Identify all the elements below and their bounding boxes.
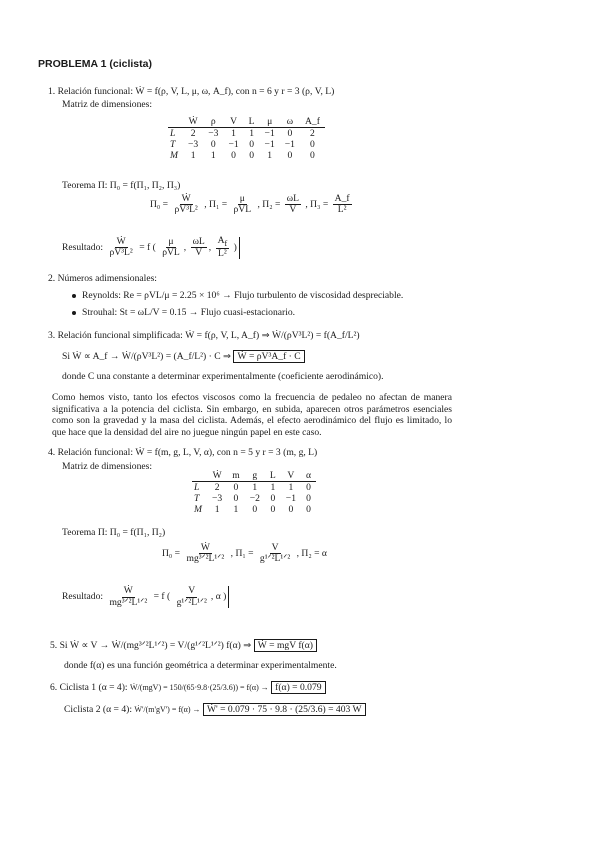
matrix-cell: 0 xyxy=(310,150,315,161)
item6-boxed-power: Ẇ' = 0.079 · 75 · 9.8 · (25/3.6) = 403 W xyxy=(203,703,366,716)
item3-header: 3. Relación funcional simplificada: Ẇ = f(ρ, V, L, A_f) ⇒ Ẇ/(ρV³L²) = f(A_f/L²) xyxy=(48,330,360,341)
matrix-row-header: L xyxy=(194,482,200,493)
matrix-col-header: α xyxy=(301,470,316,482)
matrix-cell: −2 xyxy=(249,493,260,504)
item6-cyclist1: 6. Ciclista 1 (α = 4): Ẇ/(mgV) = 150/(65·9.8·(25/3.6)) = f(α) → f(α) = 0.079 xyxy=(50,682,326,693)
matrix-col-header: Ẇ xyxy=(207,470,227,482)
pi3-den: L² xyxy=(337,204,347,216)
matrix-col-header: A_f xyxy=(300,116,325,128)
matrix-cell: 1 xyxy=(190,150,196,161)
pi1-den: ρVL xyxy=(233,204,252,216)
item4-result: Resultado: $\frac{\text{Ẇ}}{\text{mg³ᐟ²L¹ᐟ²}}$ = f ( $\frac{V}{\text{g¹ᐟ²L¹ᐟ²}}$ , α ) xyxy=(62,586,229,608)
matrix-row-header: M xyxy=(194,504,202,515)
matrix-col-header: Ẇ xyxy=(183,116,203,128)
matrix-col-header: V xyxy=(281,470,301,482)
item3-boxed-result: Ẇ = ρV³A_f · C xyxy=(233,350,304,363)
matrix-row xyxy=(168,128,325,140)
matrix-cell: −1 xyxy=(284,139,295,150)
matrix-cell: 0 xyxy=(210,139,216,150)
item6-boxed-f: f(α) = 0.079 xyxy=(271,681,325,694)
matrix-row xyxy=(168,150,325,161)
matrix-row-header: T xyxy=(170,139,176,150)
item3-line3: donde C una constante a determinar experimentalmente (coeficiente aerodinámico). xyxy=(62,371,384,382)
item4-header: 4. Relación funcional: Ẇ = f(m, g, L, V, α), con n = 5 y r = 3 (m, g, L) xyxy=(48,447,318,458)
item1-header: 1. Relación funcional: Ẇ = f(ρ, V, L, μ, ω, A_f), con n = 6 y r = 3 (ρ, V, L) xyxy=(48,86,335,97)
problem-title: PROBLEMA 1 (ciclista) xyxy=(38,58,152,70)
matrix-cell: 0 xyxy=(233,493,239,504)
matrix-row xyxy=(192,482,316,494)
pi1-num: μ xyxy=(239,193,245,204)
matrix-row-header: M xyxy=(170,150,178,161)
matrix-col-header: ω xyxy=(280,116,300,128)
matrix-cell: 1 xyxy=(267,150,273,161)
matrix-cell: 1 xyxy=(270,482,276,493)
matrix-cell: 0 xyxy=(233,482,239,493)
item1-dimension-matrix xyxy=(168,116,325,161)
matrix-cell: 1 xyxy=(214,504,220,515)
matrix-cell: 2 xyxy=(310,128,315,139)
matrix-cell: 2 xyxy=(190,128,196,139)
matrix-col-header xyxy=(168,116,183,128)
matrix-row-header: L xyxy=(170,128,176,139)
matrix-col-header: μ xyxy=(260,116,280,128)
strouhal-line: Strouhal: St = ωL/V = 0.15 → Flujo cuasi-estacionario. xyxy=(72,307,295,318)
matrix-cell: 0 xyxy=(252,504,258,515)
result-label: Resultado: xyxy=(62,241,104,253)
matrix-cell: 0 xyxy=(288,504,294,515)
matrix-cell: 2 xyxy=(214,482,220,493)
matrix-col-header: L xyxy=(244,116,260,128)
item1-result: Resultado: $\frac{\text{Ẇ}}{\text{ρV³L²}}$ = f ( $\frac{\mu}{\text{ρVL}}$ , $\frac{\omega L}{V}$ , $\frac{A_f}{\text{L²}}$ ) xyxy=(62,236,240,259)
item3-line2: Si Ẇ ∝ A_f → Ẇ/(ρV³L²) = (A_f/L²) · C ⇒ Ẇ = ρV³A_f · C xyxy=(62,351,305,362)
matrix-cell: 0 xyxy=(249,150,254,161)
matrix-cell: 1 xyxy=(288,482,294,493)
matrix-cell: 1 xyxy=(231,128,236,139)
matrix-cell: 0 xyxy=(249,139,254,150)
item4-matrix-label: Matriz de dimensiones: xyxy=(62,461,153,472)
matrix-row xyxy=(192,504,316,515)
matrix-cell: −1 xyxy=(228,139,239,150)
item6-cyclist2: Ciclista 2 (α = 4): Ẇ'/(m'gV') = f(α) → Ẇ' = 0.079 · 75 · 9.8 · (25/3.6) = 403 W xyxy=(64,704,366,715)
matrix-row xyxy=(192,493,316,504)
matrix-cell: −3 xyxy=(212,493,223,504)
matrix-cell: 0 xyxy=(306,504,311,515)
matrix-cell: 1 xyxy=(249,128,254,139)
matrix-cell: −3 xyxy=(208,128,219,139)
item1-matrix-label: Matriz de dimensiones: xyxy=(62,99,153,110)
matrix-cell: −1 xyxy=(285,493,296,504)
item4-theorem: Teorema Π: Π₀ = f(Π₁, Π₂) xyxy=(62,527,166,538)
matrix-cell: 0 xyxy=(306,482,311,493)
matrix-row xyxy=(168,139,325,150)
matrix-cell: 1 xyxy=(210,150,216,161)
result-bar xyxy=(239,237,240,259)
item5-boxed-result: Ẇ = mgV f(α) xyxy=(254,639,317,652)
matrix-cell: 0 xyxy=(287,150,293,161)
matrix-cell: 0 xyxy=(270,504,276,515)
item4-dimension-matrix xyxy=(192,470,316,515)
pi0-den: ρV³L² xyxy=(174,204,198,216)
matrix-cell: 0 xyxy=(231,150,236,161)
matrix-col-header: ρ xyxy=(203,116,223,128)
matrix-cell: 1 xyxy=(252,482,258,493)
matrix-col-header: m xyxy=(227,470,244,482)
pi2-den: V xyxy=(289,204,297,216)
matrix-cell: 0 xyxy=(270,493,276,504)
result-bar xyxy=(228,586,229,608)
matrix-cell: 0 xyxy=(310,139,315,150)
matrix-cell: −1 xyxy=(264,139,275,150)
explanation-paragraph: Como hemos visto, tanto los efectos viscosos como la frecuencia de pedaleo no afectan de manera significativa a la potencia del ciclista. Sin embargo, en subida, aparecen otros parámetros esenciales como son la gravedad y la masa del ciclista. Además, el efecto aerodinámico del flujo es limitado, lo que hace que la densidad del aire no juegue ningún papel en este caso. xyxy=(52,392,452,438)
matrix-row-header: T xyxy=(194,493,200,504)
matrix-cell: 0 xyxy=(306,493,311,504)
item5-line1: 5. Si Ẇ ∝ V → Ẇ/(mg³ᐟ²L¹ᐟ²) = V/(g¹ᐟ²L¹ᐟ²) f(α) ⇒ Ẇ = mgV f(α) xyxy=(50,640,317,651)
matrix-cell: 1 xyxy=(233,504,239,515)
item5-line2: donde f(α) es una función geométrica a determinar experimentalmente. xyxy=(64,660,337,671)
item1-pi-groups: Π₀ = $\frac{\text{Ẇ}}{\text{ρV³L²}}$ , Π₁ = $\frac{\mu}{\text{ρVL}}$ , Π₂ = $\frac{\omega L}{V}$ , Π₃ = $\frac{A\_f}{\text{L²}}$ xyxy=(150,193,350,216)
matrix-cell: −1 xyxy=(264,128,275,139)
reynolds-line: Reynolds: Re = ρVL/μ = 2.25 × 10⁶ → Flujo turbulento de viscosidad despreciable. xyxy=(72,290,403,301)
item1-theorem: Teorema Π: Π₀ = f(Π₁, Π₂, Π₃) xyxy=(62,180,181,191)
pi2-num: ωL xyxy=(286,193,299,204)
matrix-col-header: g xyxy=(245,470,265,482)
matrix-col-header xyxy=(192,470,207,482)
pi0-num: Ẇ xyxy=(181,193,191,204)
item4-pi-groups: Π₀ = $\frac{\text{Ẇ}}{\text{mg³ᐟ²L¹ᐟ²}}$ , Π₁ = $\frac{V}{\text{g¹ᐟ²L¹ᐟ²}}$ , Π₂ = α xyxy=(162,542,327,565)
item2-header: 2. Números adimensionales: xyxy=(48,273,157,284)
matrix-col-header: V xyxy=(223,116,243,128)
matrix-cell: −3 xyxy=(188,139,199,150)
matrix-col-header: L xyxy=(265,470,281,482)
matrix-cell: 0 xyxy=(287,128,293,139)
pi3-num: A_f xyxy=(334,193,350,204)
